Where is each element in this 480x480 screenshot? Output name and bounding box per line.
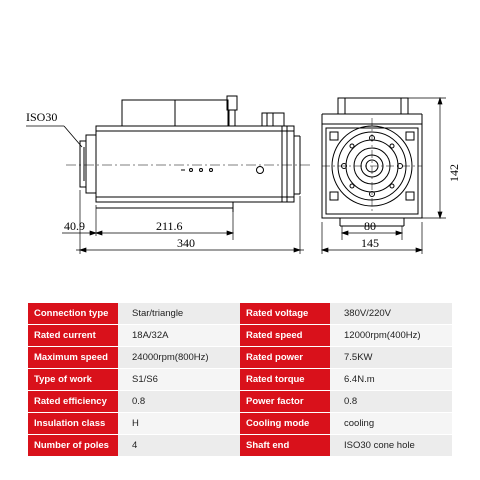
spec-value-left: 0.8 (118, 391, 240, 413)
spec-label-right: Shaft end (240, 435, 330, 457)
spec-label-right: Cooling mode (240, 413, 330, 435)
spec-label-right: Rated speed (240, 325, 330, 347)
spec-value-left: 4 (118, 435, 240, 457)
spec-value-right: cooling (330, 413, 452, 435)
dim-height-label: 142 (447, 164, 461, 182)
spec-value-right: 6.4N.m (330, 369, 452, 391)
spec-label-right: Rated voltage (240, 303, 330, 325)
spec-label-left: Connection type (28, 303, 118, 325)
spec-label-right: Power factor (240, 391, 330, 413)
spec-value-left: Star/triangle (118, 303, 240, 325)
spec-row (28, 435, 452, 457)
iso30-callout (26, 110, 82, 147)
spec-label-left: Insulation class (28, 413, 118, 435)
spec-label-right: Rated torque (240, 369, 330, 391)
spec-label-left: Rated current (28, 325, 118, 347)
dim-length-label: 340 (177, 236, 195, 250)
spec-row (28, 391, 452, 413)
spec-value-right: 380V/220V (330, 303, 452, 325)
spec-label-left: Rated efficiency (28, 391, 118, 413)
end-dimensions (322, 98, 446, 254)
spec-label-left: Number of poles (28, 435, 118, 457)
dim-body-label: 211.6 (156, 219, 183, 233)
spec-value-right: 7.5KW (330, 347, 452, 369)
spec-value-right: 12000rpm(400Hz) (330, 325, 452, 347)
spec-value-left: H (118, 413, 240, 435)
dim-flange-label: 40.9 (64, 219, 85, 233)
spec-label-left: Type of work (28, 369, 118, 391)
dim-inner-width-label: 80 (364, 219, 376, 233)
spec-row (28, 369, 452, 391)
spec-table (28, 303, 452, 457)
spec-value-right: ISO30 cone hole (330, 435, 452, 457)
spec-row (28, 347, 452, 369)
spec-label-left: Maximum speed (28, 347, 118, 369)
spec-row (28, 303, 452, 325)
spindle-side-view (66, 96, 312, 212)
spec-row (28, 413, 452, 435)
spec-value-left: S1/S6 (118, 369, 240, 391)
spec-value-left: 24000rpm(800Hz) (118, 347, 240, 369)
dim-total-width-label: 145 (361, 236, 379, 250)
spec-value-left: 18A/32A (118, 325, 240, 347)
spec-value-right: 0.8 (330, 391, 452, 413)
spec-label-right: Rated power (240, 347, 330, 369)
spec-row (28, 325, 452, 347)
iso30-label: ISO30 (26, 110, 58, 124)
